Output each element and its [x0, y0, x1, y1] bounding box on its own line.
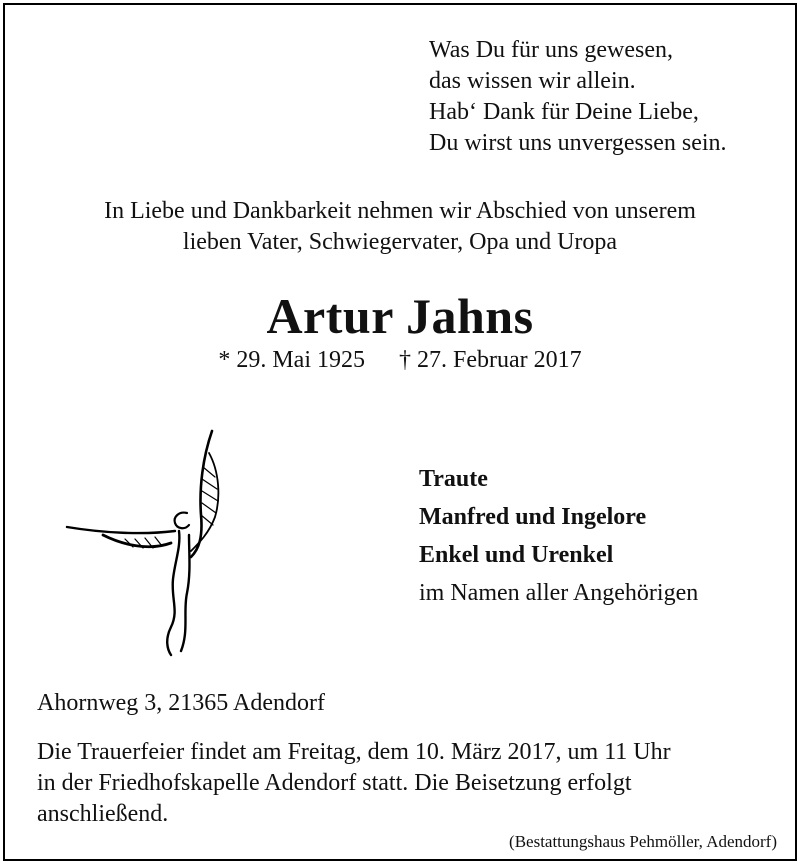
poem-line: Du wirst uns unvergessen sein.	[429, 130, 727, 156]
farewell-intro	[5, 196, 795, 258]
life-dates	[5, 345, 795, 375]
death-date: † 27. Februar 2017	[399, 347, 582, 373]
poem-line: Was Du für uns gewesen,	[429, 37, 674, 63]
service-line: Die Trauerfeier findet am Freitag, dem 10. März 2017, um 11 Uhr	[37, 739, 671, 765]
poem-line: Hab‘ Dank für Deine Liebe,	[429, 99, 699, 125]
service-line: in der Friedhofskapelle Adendorf statt. Die Beisetzung erfolgt	[37, 770, 632, 796]
memorial-poem	[429, 35, 727, 159]
mourner-name: Traute	[419, 466, 488, 492]
funeral-service-info	[37, 737, 777, 830]
mourner-name: Enkel und Urenkel	[419, 542, 614, 568]
mourners-note: im Namen aller Angehörigen	[419, 580, 699, 606]
family-address: Ahornweg 3, 21365 Adendorf	[37, 690, 325, 716]
obituary-notice	[3, 3, 797, 861]
mourner-name: Manfred und Ingelore	[419, 504, 647, 530]
intro-line: In Liebe und Dankbarkeit nehmen wir Abschied von unserem	[104, 198, 696, 224]
poem-line: das wissen wir allein.	[429, 68, 636, 94]
deceased-name: Artur Jahns	[266, 288, 534, 344]
undertaker-credit: (Bestattungshaus Pehmöller, Adendorf)	[509, 832, 777, 851]
intro-line: lieben Vater, Schwiegervater, Opa und Uropa	[182, 229, 618, 255]
service-line: anschließend.	[37, 801, 169, 827]
birth-date: * 29. Mai 1925	[218, 347, 366, 373]
angel-figure-icon	[63, 427, 233, 659]
mourners-list	[419, 460, 698, 612]
